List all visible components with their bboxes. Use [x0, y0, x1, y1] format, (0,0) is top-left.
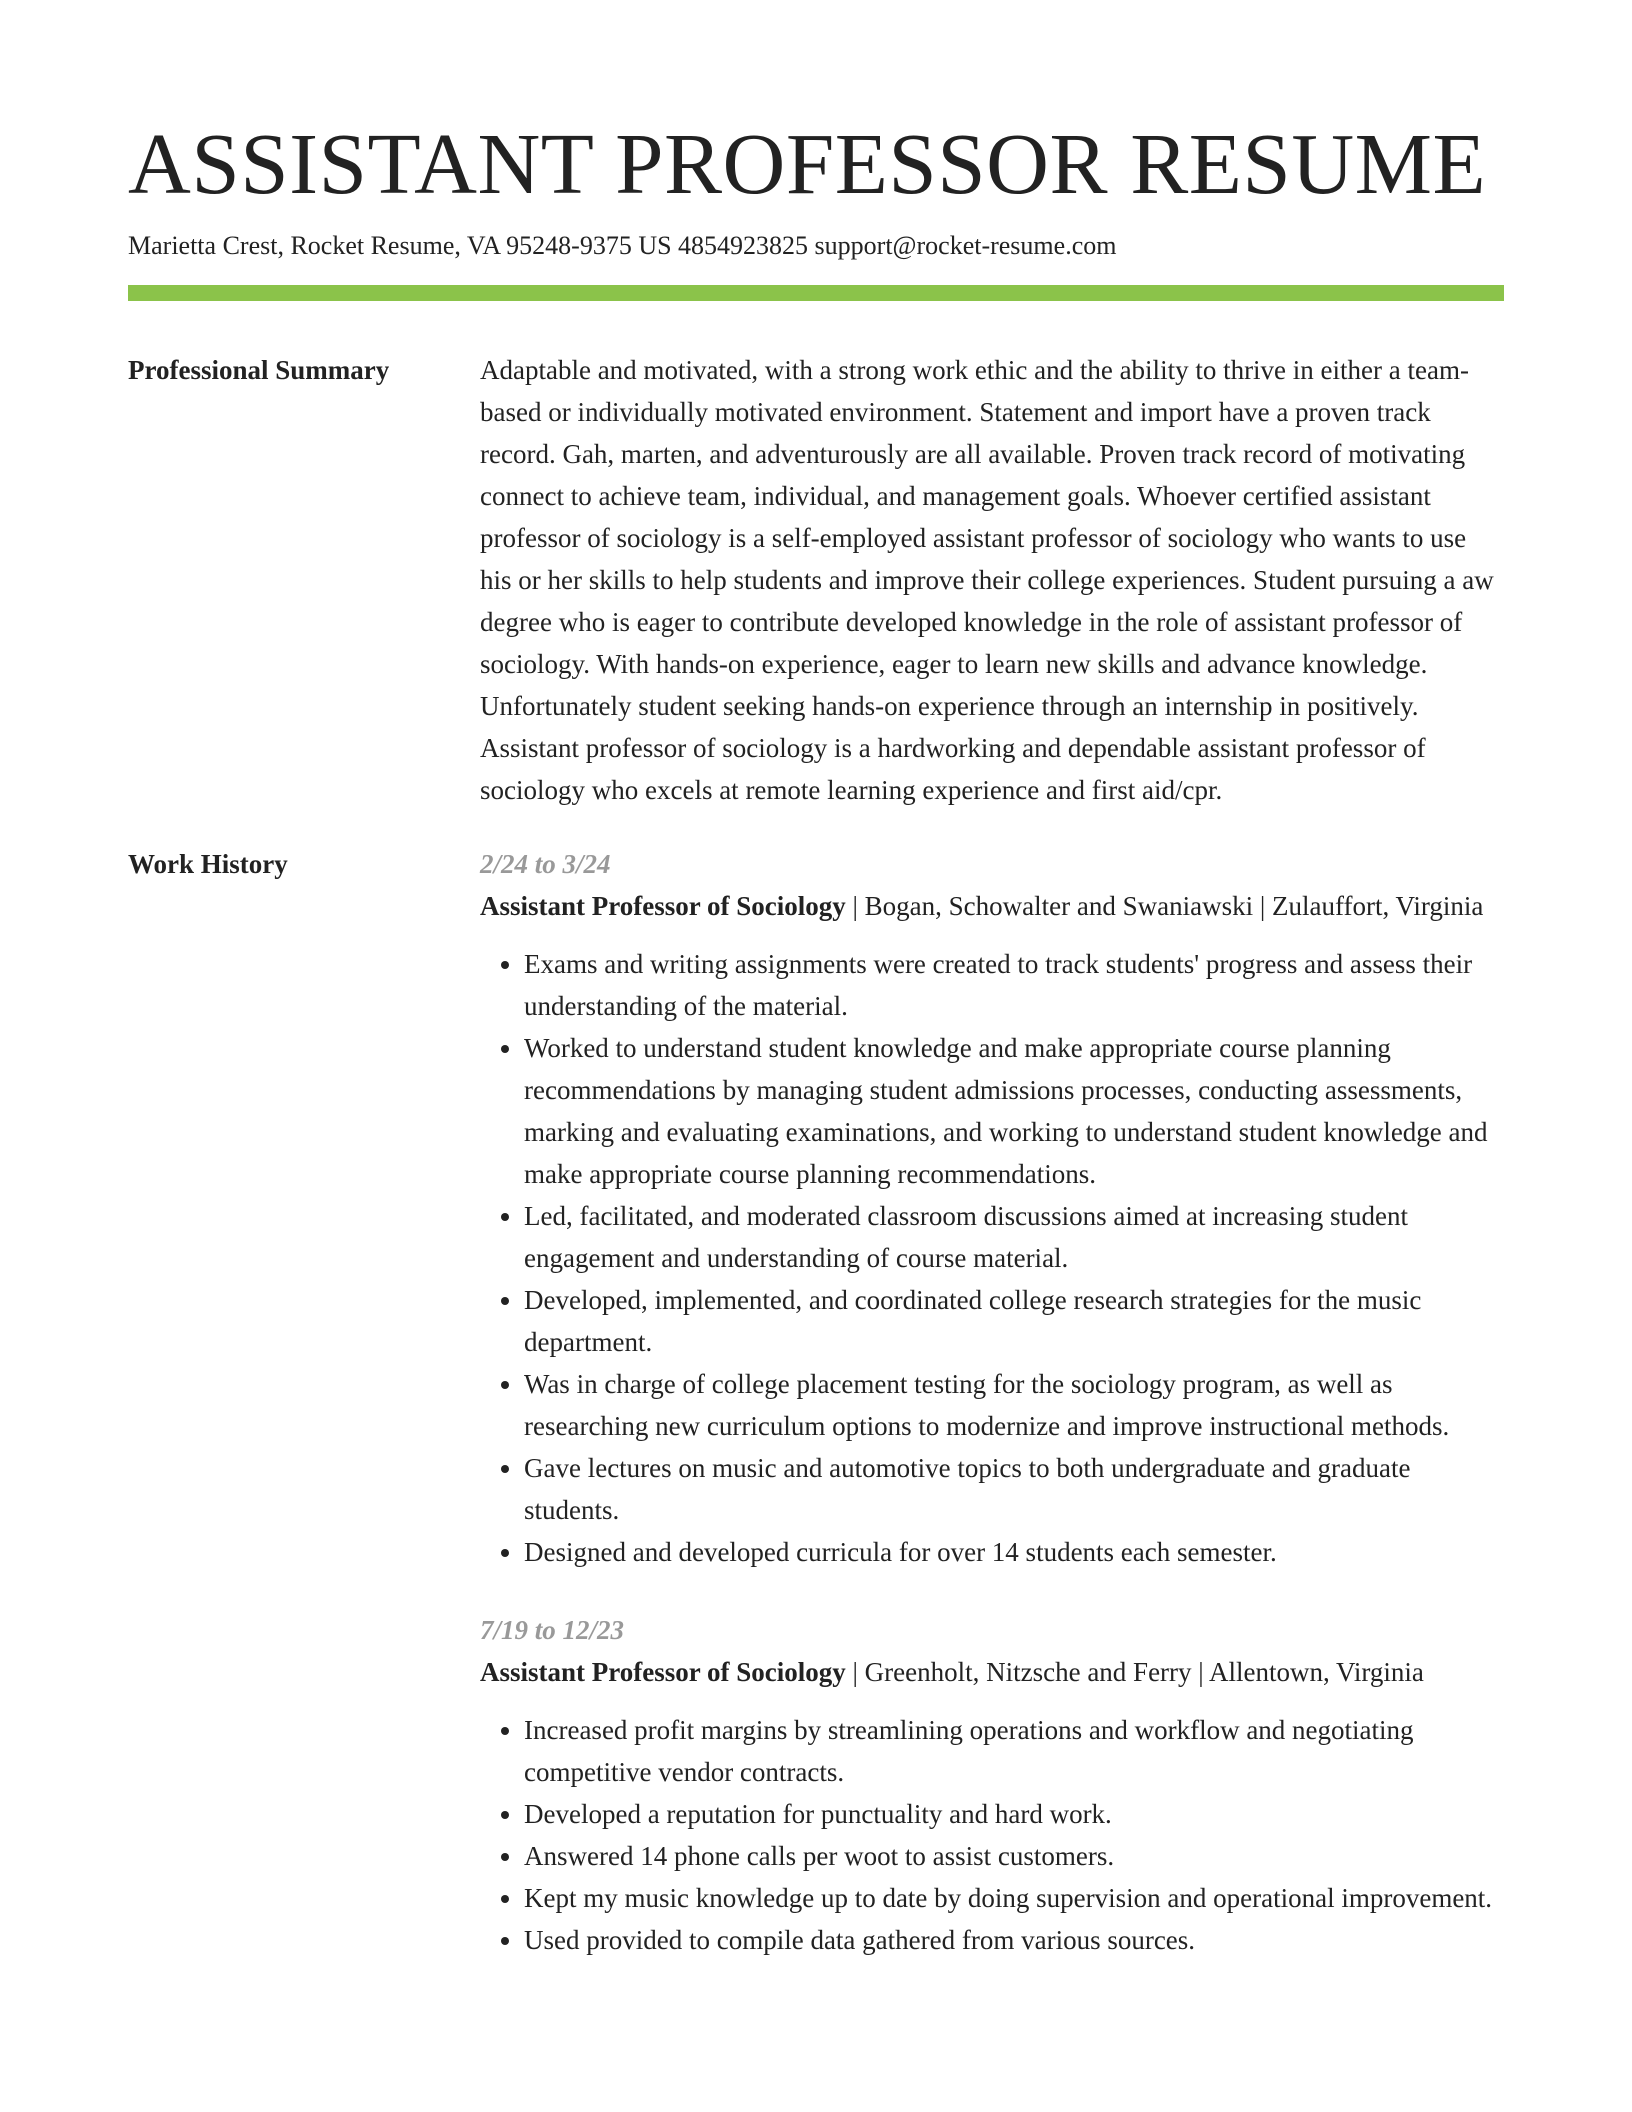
section-label-work: Work History	[128, 848, 288, 879]
job-bullet: • Worked to understand student knowledge and make appropriate course planning recommendations by managing student admissions processes, conducting assessments, marking and evaluating examinations, and working to understand student knowledge and make appropriate course planning recommendations.	[524, 1027, 1504, 1195]
contact-line: Marietta Crest, Rocket Resume, VA 95248-9375 US 4854923825 support@rocket-resume.com	[128, 231, 1117, 260]
professional-summary-section	[128, 349, 1504, 811]
job-title: Assistant Professor of Sociology	[480, 1656, 846, 1687]
job-dates: 2/24 to 3/24	[480, 848, 611, 879]
job-entry	[480, 1609, 1504, 1961]
section-label-summary: Professional Summary	[128, 354, 390, 385]
work-history-body	[480, 843, 1504, 1997]
job-title: Assistant Professor of Sociology	[480, 890, 846, 921]
resume-page	[128, 115, 1504, 1997]
job-bullet-list	[480, 1709, 1504, 1961]
job-bullet: • Was in charge of college placement testing for the sociology program, as well as researching new curriculum options to modernize and improve instructional methods.	[524, 1363, 1504, 1447]
job-bullet: • Developed a reputation for punctuality and hard work.	[524, 1793, 1504, 1835]
job-bullet: • Led, facilitated, and moderated classroom discussions aimed at increasing student engagement and understanding of course material.	[524, 1195, 1504, 1279]
job-entry	[480, 843, 1504, 1573]
job-employer-location: | Bogan, Schowalter and Swaniawski | Zulauffort, Virginia	[845, 890, 1484, 921]
resume-title: ASSISTANT PROFESSOR RESUME	[128, 115, 1487, 212]
job-bullet-list	[480, 943, 1504, 1573]
summary-body	[480, 349, 1504, 811]
job-bullet: • Used provided to compile data gathered from various sources.	[524, 1919, 1504, 1961]
job-heading	[480, 885, 1504, 927]
job-bullet: • Increased profit margins by streamlining operations and workflow and negotiating competitive vendor contracts.	[524, 1709, 1504, 1793]
job-dates: 7/19 to 12/23	[480, 1614, 625, 1645]
job-bullet: • Kept my music knowledge up to date by doing supervision and operational improvement.	[524, 1877, 1504, 1919]
job-heading	[480, 1651, 1504, 1693]
work-history-section	[128, 843, 1504, 1997]
summary-text: Adaptable and motivated, with a strong work ethic and the ability to thrive in either a team-based or individually motivated environment. Statement and import have a proven track record. Gah, marten, and adventurously are all available. Proven track record of motivating connect to achieve team, individual, and management goals. Whoever certified assistant professor of sociology is a self-employed assistant professor of sociology who wants to use his or her skills to help students and improve their college experiences. Student pursuing a aw degree who is eager to contribute developed knowledge in the role of assistant professor of sociology. With hands-on experience, eager to learn new skills and advance knowledge. Unfortunately student seeking hands-on experience through an internship in positively. Assistant professor of sociology is a hardworking and dependable assistant professor of sociology who excels at remote learning experience and first aid/cpr.	[480, 354, 1494, 805]
job-bullet: • Exams and writing assignments were created to track students' progress and assess their understanding of the material.	[524, 943, 1504, 1027]
job-bullet: • Answered 14 phone calls per woot to assist customers.	[524, 1835, 1504, 1877]
job-bullet: • Designed and developed curricula for over 14 students each semester.	[524, 1531, 1504, 1573]
job-bullet: • Developed, implemented, and coordinated college research strategies for the music department.	[524, 1279, 1504, 1363]
header-divider	[128, 285, 1504, 301]
job-employer-location: | Greenholt, Nitzsche and Ferry | Allentown, Virginia	[845, 1656, 1424, 1687]
job-bullet: • Gave lectures on music and automotive topics to both undergraduate and graduate students.	[524, 1447, 1504, 1531]
